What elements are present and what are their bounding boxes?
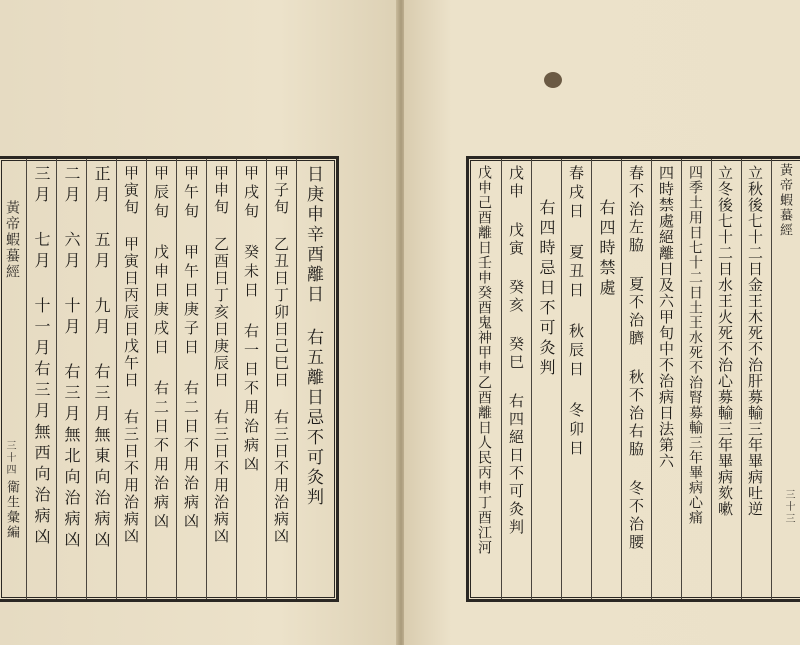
column-rule bbox=[266, 159, 267, 599]
left-column-9: 甲戌旬 癸未日 右一日不用治病凶 bbox=[242, 165, 260, 475]
left-column-5: 甲寅旬 甲寅日丙辰日戊午日 右三日不用治病凶 bbox=[122, 165, 140, 545]
right-page bbox=[404, 0, 800, 645]
left-band-title: 黃帝蝦蟇經 bbox=[4, 200, 20, 280]
right-column-7: 春戌日 夏丑日 秋辰日 冬卯日 bbox=[567, 165, 585, 459]
column-rule bbox=[531, 159, 532, 599]
column-rule bbox=[501, 159, 502, 599]
left-column-10: 甲子旬 乙丑日丁卯日己巳日 右三日不用治病凶 bbox=[272, 165, 290, 545]
left-column-6: 甲辰旬 戊申日庚戌日 右二日不用治病凶 bbox=[152, 165, 170, 532]
column-rule bbox=[56, 159, 57, 599]
left-text-frame bbox=[0, 156, 339, 602]
left-page-mark: 三十四 bbox=[4, 440, 15, 476]
column-rule bbox=[651, 159, 652, 599]
left-column-2: 三月 七月 十一月右三月無西向治病凶 bbox=[32, 165, 51, 549]
right-column-9: 戊申 戊寅 癸亥 癸巳 右四絕日不可灸判 bbox=[507, 165, 525, 537]
right-column-10: 戊申己酉離日壬申癸酉鬼神甲申乙酉離日人民丙申丁酉江河 bbox=[476, 165, 492, 555]
left-column-11: 日庚申辛酉離日 右五離日忌不可灸判 bbox=[303, 165, 323, 508]
right-column-3: 四季土用日七十二日土王水死不治腎募輸三年畢病心痛 bbox=[687, 165, 703, 525]
column-rule bbox=[711, 159, 712, 599]
left-column-3: 二月 六月 十月 右三月無北向治病凶 bbox=[62, 165, 81, 552]
right-column-1: 立秋後七十二日金王木死不治肝募輸三年畢病吐逆 bbox=[746, 165, 764, 517]
left-column-4: 正月 五月 九月 右三月無東向治病凶 bbox=[92, 165, 111, 552]
right-column-4: 四時禁處絕離日及六甲旬中不治病日法第六 bbox=[657, 165, 675, 469]
column-rule bbox=[176, 159, 177, 599]
column-rule bbox=[296, 159, 297, 599]
column-rule bbox=[771, 159, 772, 599]
left-page bbox=[0, 0, 398, 645]
ink-stain bbox=[544, 72, 562, 88]
right-band-title: 黃帝蝦蟇經 bbox=[777, 163, 792, 238]
right-column-2: 立冬後七十二日水王火死不治心募輸三年畢病欬嗽 bbox=[716, 165, 734, 517]
column-rule bbox=[681, 159, 682, 599]
right-column-6: 右四時禁處 bbox=[597, 199, 616, 299]
left-column-8: 甲申旬 乙酉日丁亥日庚辰日 右三日不用治病凶 bbox=[212, 165, 230, 545]
column-rule bbox=[621, 159, 622, 599]
column-rule bbox=[26, 159, 27, 599]
column-rule bbox=[116, 159, 117, 599]
column-rule bbox=[86, 159, 87, 599]
column-rule bbox=[146, 159, 147, 599]
column-rule bbox=[236, 159, 237, 599]
right-text-frame bbox=[466, 156, 800, 602]
right-column-5: 春不治左脇 夏不治臍 秋不治右脇 冬不治腰 bbox=[627, 165, 645, 552]
right-page-mark: 三十三 bbox=[783, 489, 794, 525]
left-band-footer: 衛生彙編 bbox=[4, 480, 19, 540]
column-rule bbox=[206, 159, 207, 599]
column-rule bbox=[591, 159, 592, 599]
left-column-7: 甲午旬 甲午日庚子日 右二日不用治病凶 bbox=[182, 165, 200, 532]
column-rule bbox=[561, 159, 562, 599]
right-column-8: 右四時忌日不可灸判 bbox=[537, 199, 556, 379]
column-rule bbox=[741, 159, 742, 599]
